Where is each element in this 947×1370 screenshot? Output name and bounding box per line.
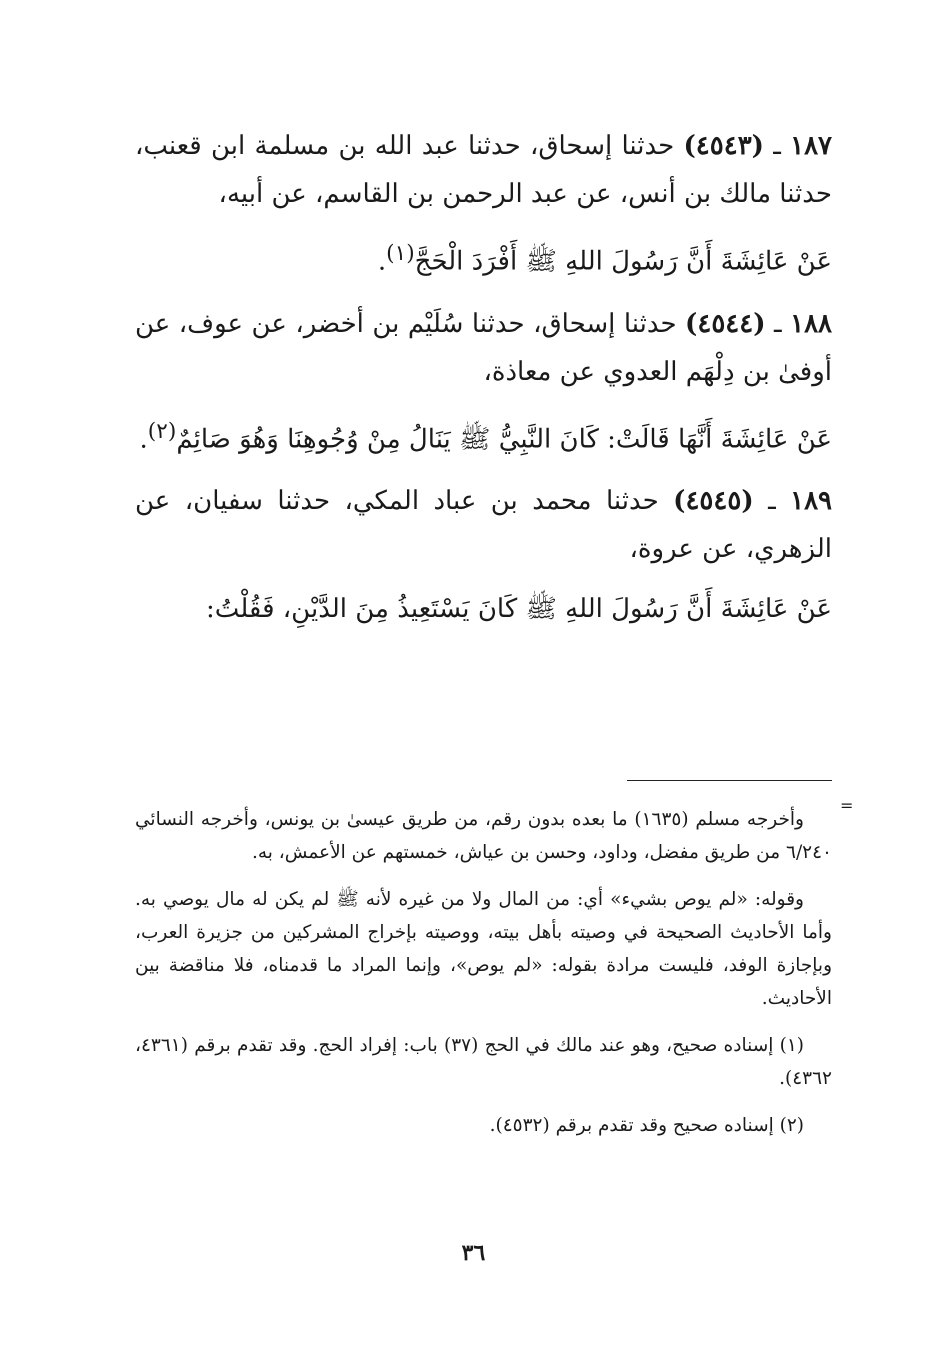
footnotes xyxy=(135,803,832,1156)
hadith-isnad xyxy=(135,477,832,573)
footnote-continued-1: وأخرجه مسلم (١٦٣٥) ما بعده بدون رقم، من طريق عيسىٰ بن يونس، وأخرجه النسائي ٦/٢٤٠ من طريق مفضل، وداود، وحسن بن عياش، خمستهم عن الأعمش، به. xyxy=(135,809,832,863)
footnote-ref[interactable]: (٢) xyxy=(147,418,177,444)
isnad-text: حدثنا إسحاق، حدثنا سُلَيْم بن أخضر، عن عوف، عن أوفىٰ بن دِلْهَم العدوي عن معاذة، xyxy=(135,308,832,387)
hadith-reference: (٤٥٤٥) xyxy=(673,486,754,517)
matn-text: عَنْ عَائِشَةَ أَنَّ رَسُولَ اللهِ ﷺ أَفْرَدَ الْحَجَّ xyxy=(414,246,832,277)
footnote-2: (٢) إسناده صحيح وقد تقدم برقم (٤٥٣٢). xyxy=(489,1115,804,1136)
hadith-number: ١٨٨ xyxy=(790,308,833,339)
hadith-matn xyxy=(135,408,832,464)
matn-end: . xyxy=(139,424,148,455)
hadith-188 xyxy=(135,300,832,464)
hadith-189 xyxy=(135,477,832,633)
page-number: ٣٦ xyxy=(461,1240,486,1266)
footnote-1: (١) إسناده صحيح، وهو عند مالك في الحج (٣٧) باب: إفراد الحج. وقد تقدم برقم (٤٣٦١، ٤٣٦٢). xyxy=(135,1035,832,1089)
isnad-text: حدثنا محمد بن عباد المكي، حدثنا سفيان، عن الزهري، عن عروة، xyxy=(135,486,832,565)
hadith-reference: (٤٥٤٤) xyxy=(685,308,766,339)
hadith-isnad xyxy=(135,122,832,218)
footnote-continued-2: وقوله: «لم يوص بشيء» أي: من المال ولا من غيره لأنه ﷺ لم يكن له مال يوصي به. وأما الأحاديث الصحيحة في وصيته بأهل بيته، ووصيته بإخراج المشركين من جزيرة العرب، وبإجازة الوفد، فليست مرادة بقوله: «لم يوص»، وإنما المراد ما قدمناه، فلا مناقضة بين الأحاديث. xyxy=(135,889,832,1009)
hadith-matn xyxy=(135,585,832,633)
hadith-number: ١٨٧ xyxy=(790,131,833,161)
dash: ـ xyxy=(773,131,781,161)
continuation-mark: = xyxy=(840,796,854,815)
matn-text: عَنْ عَائِشَةَ أَنَّهَا قَالَتْ: كَانَ النَّبِيُّ ﷺ يَنَالُ مِنْ وُجُوهِنَا وَهُوَ صَائِمٌ xyxy=(176,424,832,455)
dash: ـ xyxy=(774,308,782,339)
matn-text: عَنْ عَائِشَةَ أَنَّ رَسُولَ اللهِ ﷺ كَانَ يَسْتَعِيذُ مِنَ الدَّيْنِ، فَقُلْتُ: xyxy=(206,594,832,625)
hadith-isnad xyxy=(135,300,832,396)
hadith-reference: (٤٥٤٣) xyxy=(683,131,764,161)
hadith-number: ١٨٩ xyxy=(790,486,833,517)
matn-end: . xyxy=(377,246,387,277)
hadith-matn xyxy=(135,230,832,286)
main-text xyxy=(135,122,832,647)
isnad-text: حدثنا إسحاق، حدثنا عبد الله بن مسلمة ابن قعنب، حدثنا مالك بن أنس، عن عبد الرحمن بن القاسم، عن أبيه، xyxy=(135,131,832,209)
footnote-ref[interactable]: (١) xyxy=(386,241,415,266)
dash: ـ xyxy=(768,486,776,517)
hadith-187 xyxy=(135,122,832,286)
footnote-separator xyxy=(627,780,832,781)
